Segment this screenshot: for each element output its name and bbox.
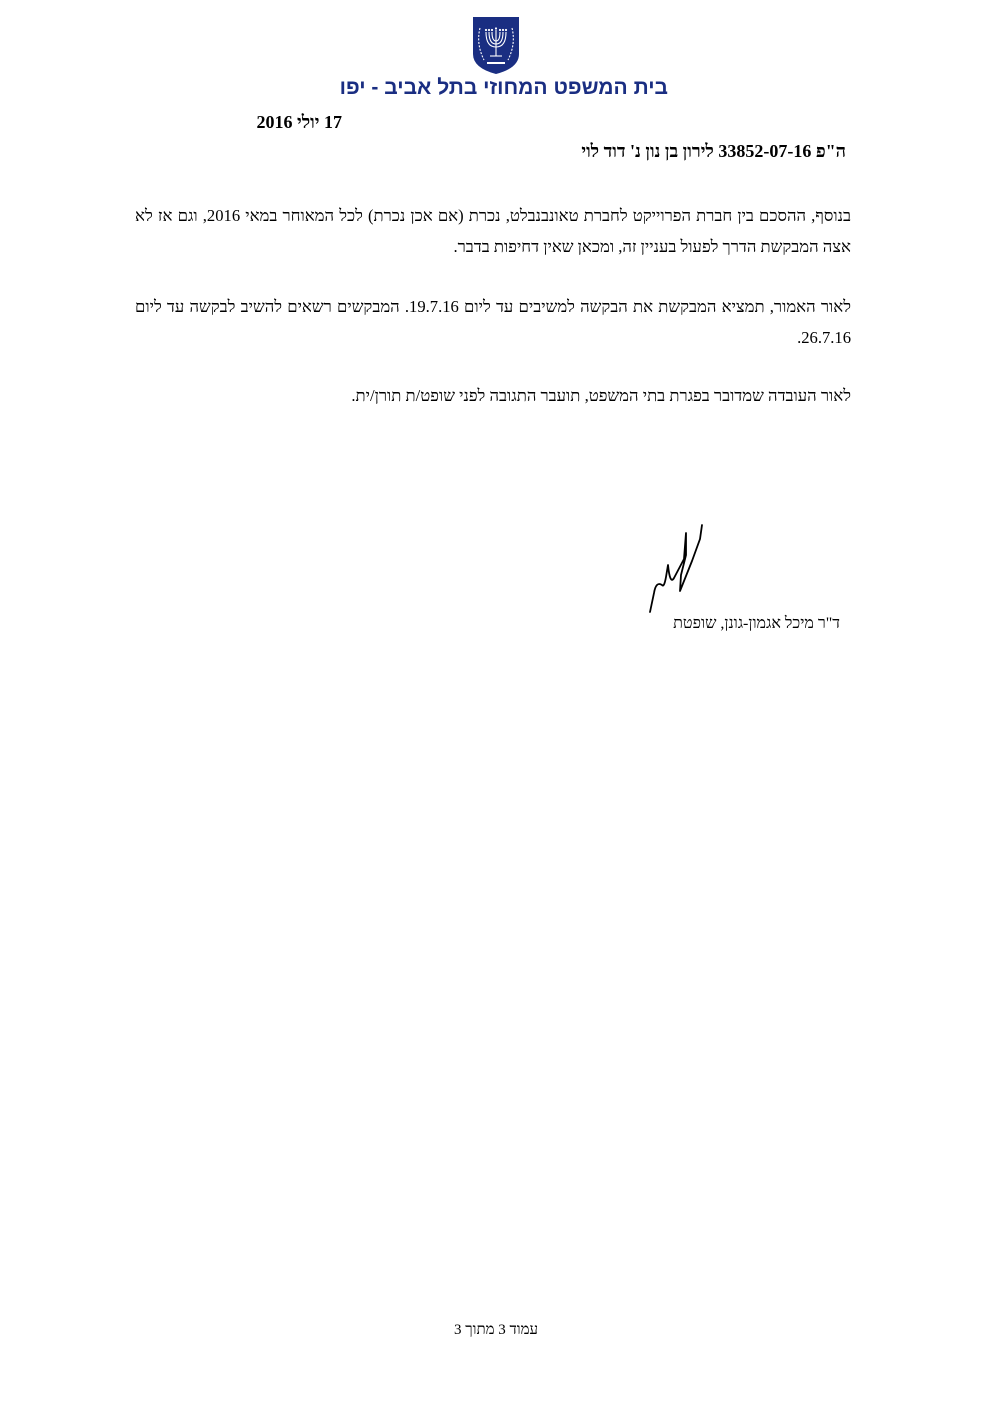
paragraph-2: לאור האמור, תמציא המבקשת את הבקשה למשיבים עד ליום 19.7.16. המבקשים רשאים להשיב לבקשה עד ליום 26.7.16.: [135, 297, 851, 347]
decision-date: 17 יולי 2016: [256, 112, 342, 132]
signature-caption: ד"ר מיכל אגמון-גונן, שופטת: [673, 615, 840, 632]
paragraph-3: לאור העובדה שמדובר בפגרת בתי המשפט, תועבר התגובה לפני שופט/ת תורן/ית.: [351, 386, 851, 405]
judge-signature: [640, 515, 730, 615]
state-emblem-icon: [469, 14, 523, 76]
page-number: עמוד 3 מתוך 3: [454, 1322, 538, 1338]
court-name: בית המשפט המחוזי בתל אביב - יפו: [339, 76, 668, 99]
case-title: ה"פ 33852-07-16 לירון בן נון נ' דוד לוי: [581, 141, 846, 161]
paragraph-1: בנוסף, ההסכם בין חברת הפרוייקט לחברת טאונבנבלט, נכרת (אם אכן נכרת) לכל המאוחר במאי 2016, וגם אז לא אצה המבקשת הדרך לפעול בעניין זה, ומכאן שאין דחיפות בדבר.: [135, 206, 851, 256]
